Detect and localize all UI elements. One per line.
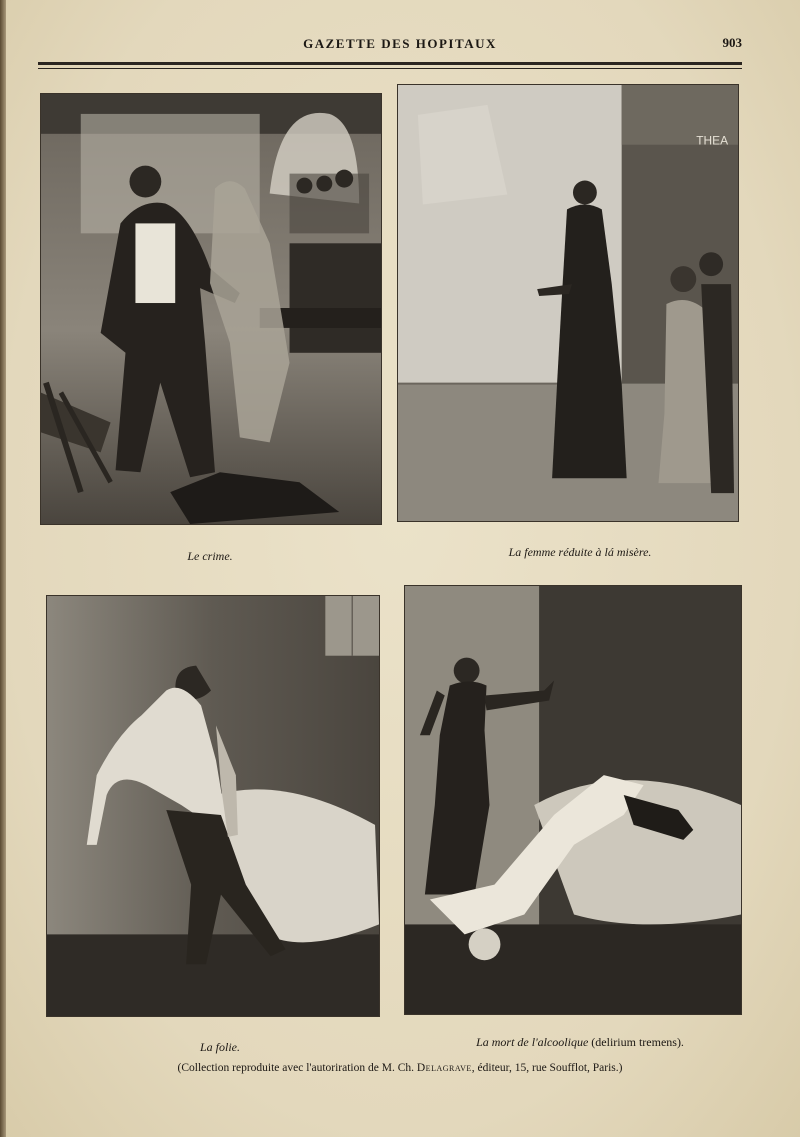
caption-la-folie: La folie. [199, 1040, 240, 1054]
caption-la-mort [460, 1035, 700, 1050]
illustration-le-crime [40, 93, 382, 525]
page-header-title: GAZETTE DES HOPITAUX [303, 36, 497, 51]
theatre-sign-text: THEA [696, 133, 729, 148]
credit-publisher-name: Delagrave [416, 1062, 472, 1074]
header-rule-thin [38, 68, 742, 69]
page-number: 903 [722, 35, 742, 50]
caption-la-mort-italic: La mort de l'alcoolique [476, 1035, 589, 1049]
illustration-la-femme [397, 84, 739, 522]
caption-la-mort-roman: (delirium tremens). [591, 1035, 684, 1049]
binding-edge [0, 0, 6, 1137]
header-rule [38, 62, 742, 65]
credit-line [0, 1062, 800, 1074]
illustration-la-mort [404, 585, 742, 1015]
caption-la-femme: La femme réduite à lá misère. [508, 545, 652, 559]
caption-le-crime: Le crime. [187, 549, 233, 563]
credit-before: (Collection reproduite avec l'autoriration de M. Ch. [177, 1062, 417, 1074]
illustration-la-folie [46, 595, 380, 1017]
credit-after: , éditeur, 15, rue Soufflot, Paris.) [471, 1062, 623, 1074]
